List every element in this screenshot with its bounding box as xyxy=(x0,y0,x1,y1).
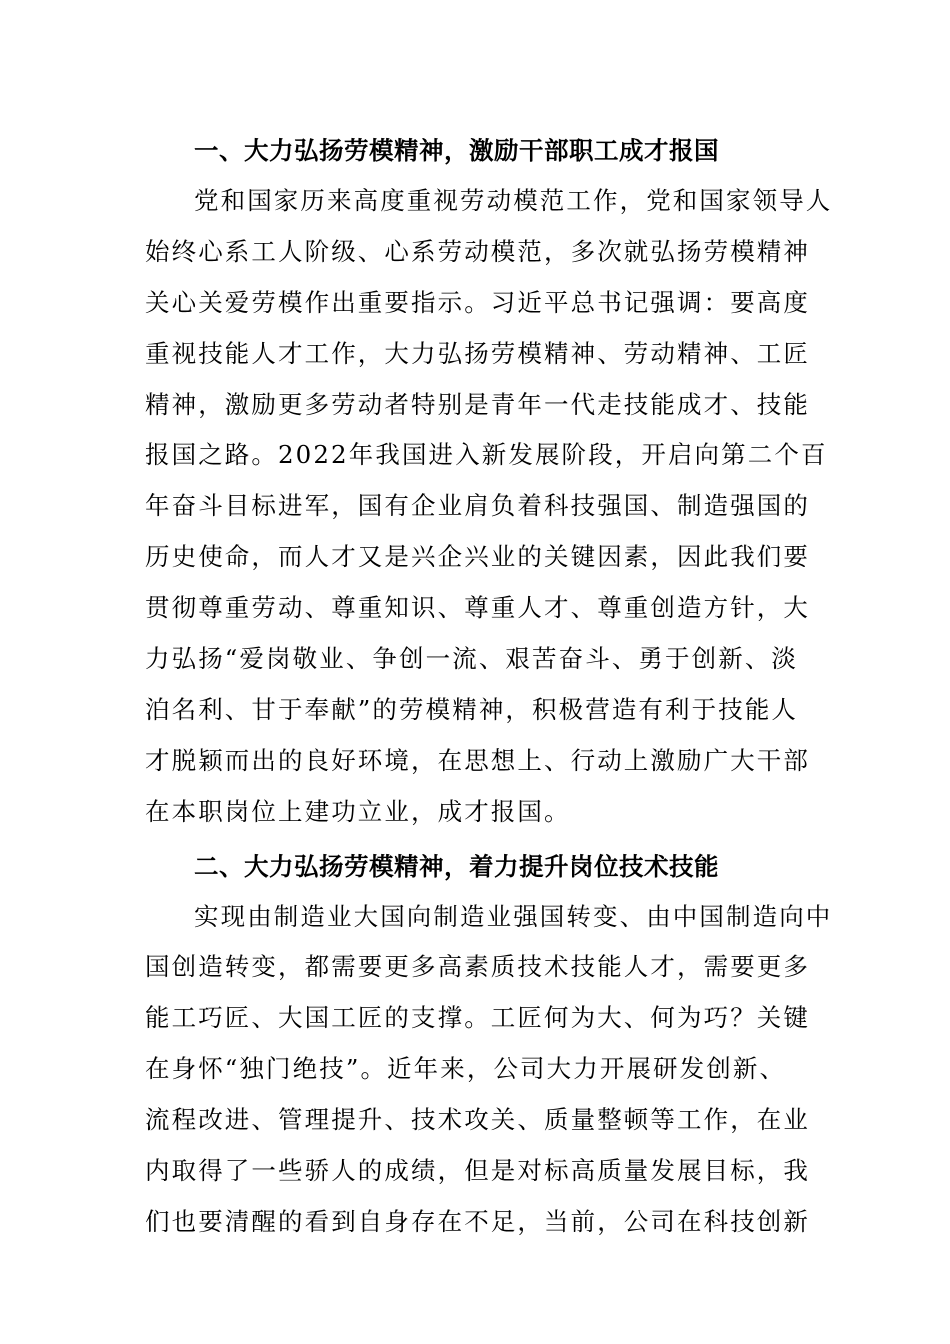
paragraph-line: 内取得了一些骄人的成绩，但是对标高质量发展目标，我 xyxy=(145,1156,810,1186)
section-1-paragraph xyxy=(145,176,833,838)
paragraph-line: 流程改进、管理提升、技术攻关、质量整顿等工作，在业 xyxy=(145,1105,810,1135)
paragraph-line: 实现由制造业大国向制造业强国转变、由中国制造向中 xyxy=(194,901,833,931)
paragraph-line: 在身怀“独门绝技”。近年来，公司大力开展研发创新、 xyxy=(145,1054,787,1084)
paragraph-line: 在本职岗位上建功立业，成才报国。 xyxy=(145,796,571,826)
paragraph-line: 们也要清醒的看到自身存在不足，当前，公司在科技创新 xyxy=(145,1206,810,1236)
paragraph-line: 才脱颖而出的良好环境，在思想上、行动上激励广大干部 xyxy=(145,745,810,775)
section-2-paragraph xyxy=(145,892,833,1248)
paragraph-line: 重视技能人才工作，大力弘扬劳模精神、劳动精神、工匠 xyxy=(145,338,810,368)
section-1-heading: 一、大力弘扬劳模精神，激励干部职工成才报国 xyxy=(194,136,719,165)
paragraph-line: 国创造转变，都需要更多高素质技术技能人才，需要更多 xyxy=(145,952,810,982)
document-body xyxy=(145,126,833,1248)
paragraph-line: 党和国家历来高度重视劳动模范工作，党和国家领导人 xyxy=(194,186,833,215)
paragraph-line: 报国之路。2022年我国进入新发展阶段，开启向第二个百 xyxy=(145,440,828,470)
paragraph-line: 贯彻尊重劳动、尊重知识、尊重人才、尊重创造方针，大 xyxy=(145,593,810,623)
paragraph-line: 泊名利、甘于奉献”的劳模精神，积极营造有利于技能人 xyxy=(145,694,799,724)
paragraph-line: 关心关爱劳模作出重要指示。习近平总书记强调：要高度 xyxy=(145,287,810,317)
section-2-heading: 二、大力弘扬劳模精神，着力提升岗位技术技能 xyxy=(194,851,719,881)
paragraph-line: 能工巧匠、大国工匠的支撑。工匠何为大、何为巧？关键 xyxy=(145,1003,810,1033)
paragraph-line: 历史使命，而人才又是兴企兴业的关键因素，因此我们要 xyxy=(145,542,810,572)
paragraph-line: 始终心系工人阶级、心系劳动模范，多次就弘扬劳模精神 xyxy=(145,236,810,266)
paragraph-line: 力弘扬“爱岗敬业、争创一流、艰苦奋斗、勇于创新、淡 xyxy=(145,644,799,674)
paragraph-line: 精神，激励更多劳动者特别是青年一代走技能成才、技能 xyxy=(145,389,810,419)
paragraph-line: 年奋斗目标进军，国有企业肩负着科技强国、制造强国的 xyxy=(145,491,810,521)
